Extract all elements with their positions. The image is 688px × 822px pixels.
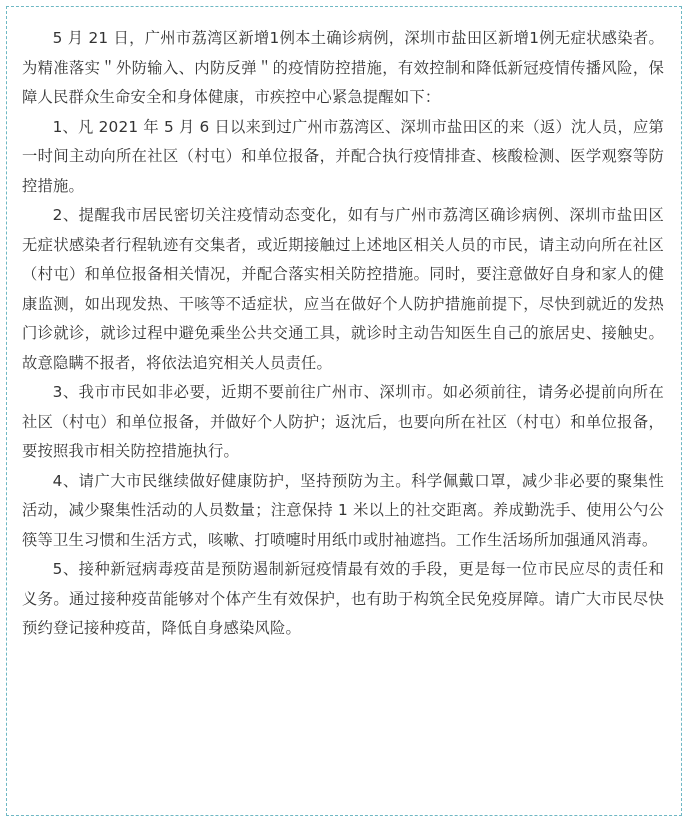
item-5-paragraph: 5、接种新冠病毒疫苗是预防遏制新冠疫情最有效的手段，更是每一位市民应尽的责任和义务。通过接种疫苗能够对个体产生有效保护，也有助于构筑全民免疫屏障。请广大市民尽快预约登记接种疫苗，降低自身感染风险。 bbox=[22, 560, 664, 637]
dashed-border-bottom bbox=[6, 815, 682, 816]
dashed-border-left bbox=[6, 6, 7, 816]
notice-body bbox=[22, 24, 664, 644]
item-1-paragraph: 1、凡 2021 年 5 月 6 日以来到过广州市荔湾区、深圳市盐田区的来（返）沈人员，应第一时间主动向所在社区（村屯）和单位报备，并配合执行疫情排查、核酸检测、医学观察等防控措施。 bbox=[22, 117, 664, 195]
item-3-paragraph: 3、我市市民如非必要，近期不要前往广州市、深圳市。如必须前往，请务必提前向所在社区（村屯）和单位报备，并做好个人防护；返沈后，也要向所在社区（村屯）和单位报备，要按照我市相关防控措施执行。 bbox=[22, 383, 664, 460]
dashed-border-top bbox=[6, 6, 682, 7]
intro-paragraph: 5 月 21 日，广州市荔湾区新增1例本土确诊病例，深圳市盐田区新增1例无症状感染者。为精准落实＂外防输入、内防反弹＂的疫情防控措施，有效控制和降低新冠疫情传播风险，保障人民群众生命安全和身体健康，市疾控中心紧急提醒如下： bbox=[22, 29, 664, 106]
item-4-paragraph: 4、请广大市民继续做好健康防护，坚持预防为主。科学佩戴口罩，减少非必要的聚集性活动，减少聚集性活动的人员数量；注意保持 1 米以上的社交距离。养成勤洗手、使用公勺公筷等卫生习惯和生活方式，咳嗽、打喷嚏时用纸巾或肘袖遮挡。工作生活场所加强通风消毒。 bbox=[22, 471, 664, 549]
item-2-paragraph: 2、提醒我市居民密切关注疫情动态变化，如有与广州市荔湾区确诊病例、深圳市盐田区无症状感染者行程轨迹有交集者，或近期接触过上述地区相关人员的市民，请主动向所在社区（村屯）和单位报备相关情况，并配合落实相关防控措施。同时，要注意做好自身和家人的健康监测，如出现发热、干咳等不适症状，应当在做好个人防护措施前提下，尽快到就近的发热门诊就诊，就诊过程中避免乘坐公共交通工具，就诊时主动告知医生自己的旅居史、接触史。故意隐瞒不报者，将依法追究相关人员责任。 bbox=[22, 206, 664, 372]
dashed-border-right bbox=[681, 6, 682, 816]
